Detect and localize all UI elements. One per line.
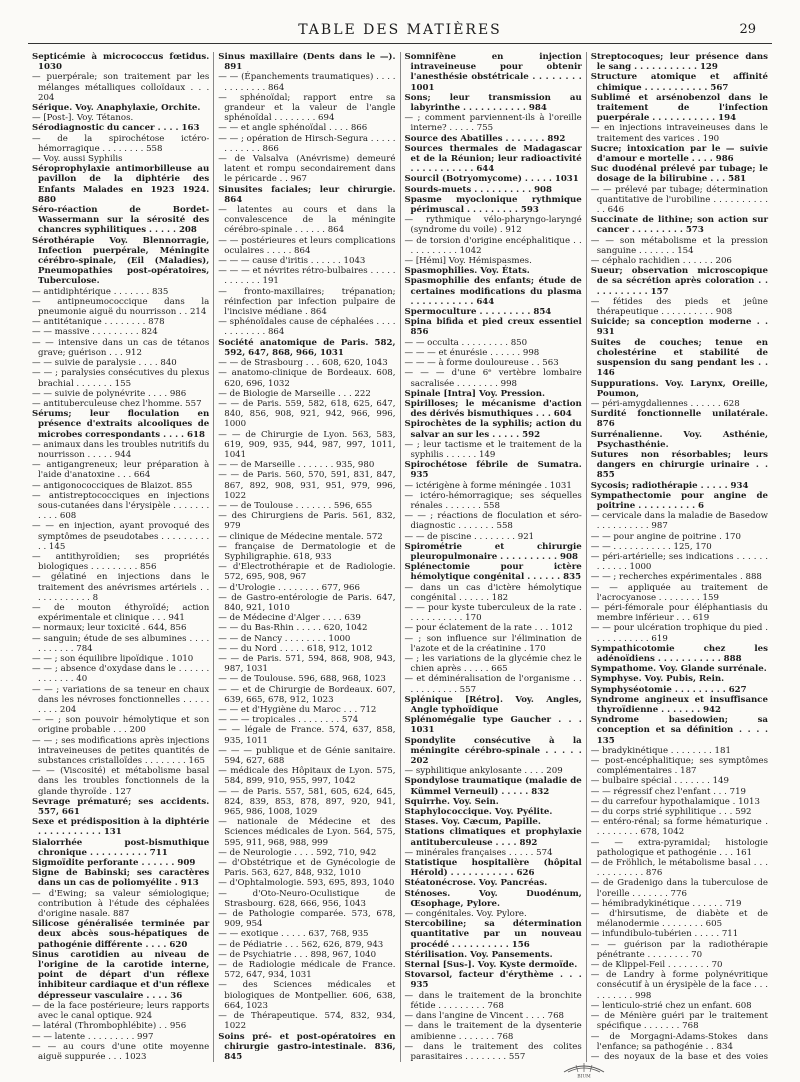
index-entry: — bulbaire spécial . . . . . . . 149 [590, 776, 729, 787]
index-columns [28, 52, 772, 1062]
index-entry: Statistique hospitalière (hôpital Hérold) . . . . . . . . . . . 626 [404, 858, 582, 879]
index-entry: — post-encéphalitique; ses symptômes complémentaires . 187 [590, 756, 768, 777]
index-column-3 [401, 52, 587, 1062]
index-entry: Sources thermales de Madagascar et de la Réunion; leur radioactivité . . . . . . . . . . . 644 [404, 143, 582, 175]
index-entry: Syndrome angineux et insuffisance thyroïdienne . . . . . . . 942 [590, 694, 768, 715]
index-entry: — lenticulo-strié chez un enfant. 608 [590, 1000, 752, 1011]
index-entry: — de Landry à forme polynévritique consécutif à un érysipèle de la face . . . . . . . . . . 998 [590, 970, 768, 1001]
index-entry: — — ; ses modifications après injections intraveineuses de petites quantités de substances cristalloïdes . . . . . . . . 165 [32, 735, 210, 767]
index-entry: — — de Toulouse. 596, 688, 968, 1023 [218, 674, 386, 685]
index-entry: — de Gastro-entérologie de Paris. 647, 840, 921, 1010 [218, 592, 396, 613]
index-entry: — d'hirsutisme, de diabète et de mélanodermie . . . . . . . . 605 [590, 909, 768, 930]
index-entry: — animaux dans les troubles nutritifs du nourrisson . . . . . 944 [32, 439, 210, 460]
header-rule [28, 43, 772, 44]
index-entry: — — et d'Hygiène du Maroc . . . 712 [218, 705, 377, 715]
index-entry: Spasme myoclonique rythmique périmuscal . . . . . . . . . 593 [404, 194, 582, 216]
index-entry: — antigangreneux; leur préparation à l'aide d'anatoxine . . . 664 [32, 460, 210, 481]
index-entry: Suicide; sa conception moderne . . 931 [590, 317, 768, 338]
index-entry: Spirilloses; le mécanisme d'action des dérivés bismuthiques . . . 604 [404, 398, 582, 420]
index-entry: — d'Ophtalmologie. 593, 695, 893, 1040 [218, 878, 395, 889]
index-entry: Sténoses. Voy. Duodénum, Œsophage, Pylore. [404, 888, 582, 909]
index-entry: — anatomo-clinique de Bordeaux. 608, 620, 696, 1032 [218, 368, 396, 389]
index-entry: — antidiphtérique . . . . . . . 835 [32, 286, 169, 297]
index-entry: — péri-artérielle; ses indications . . . . . . . . . . . . 1000 [590, 551, 768, 573]
index-entry: Staphylococcique. Voy. Pyélite. [404, 807, 553, 818]
index-entry: Spirochétose fébrile de Sumatra. 935 [404, 460, 582, 481]
index-entry: — de Morgagni-Adams-Stokes dans l'enfance; sa pathogénie . . 834 [590, 1031, 768, 1052]
index-entry: Sutures non résorbables; leurs dangers en chirurgie urinaire . . 855 [590, 449, 768, 481]
ornament-label: BIUM [577, 1074, 591, 1078]
index-entry: — latentes au cours et dans la convalescence de la méningite cérébro-spinale . . . . . . 864 [218, 205, 396, 236]
index-entry: Septicémie à micrococcus fœtidus. 1030 [32, 52, 210, 73]
index-entry: — — massive . . . . . . . . . 824 [32, 327, 158, 338]
index-entry: — de Gradenigo dans la tuberculose de l'oreille . . . . . . . 776 [590, 878, 768, 899]
index-entry: Streptocoques; leur présence dans le sang . . . . . . . . . . . 129 [590, 52, 768, 73]
index-entry: — — ; opération de Hirsch-Segura . . . . . . . . . . . . 866 [218, 133, 396, 154]
index-entry: — — de Chirurgie de Lyon. 563, 583, 619, 909, 935, 944, 987, 997, 1011, 1041 [218, 429, 396, 460]
index-entry: — — de Paris. 571, 594, 868, 908, 943, 987, 1031 [218, 653, 396, 675]
index-entry: Suc duodénal prélevé par tubage; le dosage de la bilirubine . . . 581 [590, 164, 768, 185]
index-entry: — antipneumococcique dans la pneumonie aiguë du nourrisson . . 214 [32, 296, 210, 318]
index-entry: — dans l'angine de Vincent . . . . 768 [404, 1011, 565, 1022]
index-entry: Sinus maxillaire (Dents dans le —). 891 [218, 52, 396, 73]
index-entry: Sérums; leur floculation en présence d'extraits alcooliques de microbes correspondants . . . . 618 [32, 409, 210, 440]
index-entry: — médicale des Hôpitaux de Lyon. 575, 584, 899, 910, 955, 997, 1042 [218, 766, 396, 787]
index-entry: Suppurations. Voy. Larynx, Oreille, Poumon, [590, 378, 768, 399]
index-entry: Spirométrie et chirurgie pleuropulmonaire . . . . . . . . . . 908 [404, 541, 582, 562]
index-entry: — d'Obstétrique et de Gynécologie de Paris. 563, 627, 848, 932, 1010 [218, 858, 396, 879]
index-entry: — — du Nord . . . . . 618, 912, 1012 [218, 643, 373, 654]
index-entry: — — pour kyste tuberculeux de la rate . . . . . . . . . . . 170 [404, 602, 582, 624]
index-entry: — d'Electrothérapie et de Radiologie. 572, 695, 908, 967 [218, 562, 396, 583]
index-entry: — — de Paris. 560, 570, 591, 831, 847, 867, 892, 908, 931, 951, 979, 996, 1022 [218, 470, 396, 501]
index-entry: — — ; réactions de floculation et séro-diagnostic . . . . . . . 558 [404, 511, 582, 532]
index-entry: Sublimé et arsénobenzol dans le traitement de l'infection puerpérale . . . . . . . . . . . 194 [590, 92, 768, 124]
index-entry: — — légale de France. 574, 637, 858, 935, 1011 [218, 725, 396, 746]
index-entry: — fronto-maxillaires; trépanation; réinfection par infection pulpaire de l'incisive médiane . 864 [218, 286, 396, 318]
page-title: TABLE DES MATIÈRES [298, 22, 502, 38]
index-entry: — — occulta . . . . . . . . . 850 [404, 337, 528, 348]
index-entry: — — exotique . . . . . 637, 768, 935 [218, 929, 369, 940]
index-entry: — — et angle sphénoïdal . . . . 866 [218, 123, 368, 134]
index-entry: — ; son influence sur l'élimination de l'azote et de la créatinine . 170 [404, 633, 582, 654]
index-entry: Somnifène en injection intraveineuse pour obtenir l'anesthésie obstétricale . . . . . . . . 1001 [404, 52, 582, 93]
index-entry: Spirochètes de la syphilis; action du salvar an sur les . . . . . 592 [404, 419, 582, 440]
index-entry: — Voy. aussi Syphilis [32, 154, 123, 165]
index-entry: — cervicale dans la maladie de Basedow . . . . . . . . . . 987 [590, 511, 768, 532]
index-entry: Sérodiagnostic du cancer . . . . 163 [32, 123, 200, 134]
index-entry: — [Hémi] Voy. Hémispasmes. [404, 256, 532, 267]
index-entry: — — appliquée au traitement de l'acrocyanose . . . . . . . . 159 [590, 582, 768, 603]
index-entry: — — — à forme douloureuse . . 563 [404, 358, 559, 369]
index-entry: — d'Oto-Neuro-Oculistique de Strasbourg. 628, 666, 956, 1043 [218, 888, 396, 909]
index-entry: — de Valsalva (Anévrisme) demeuré latent et rompu secondairement dans le péricarde . . 967 [218, 154, 396, 185]
index-entry: — de torsion d'origine encéphalitique . . . . . . . . . . . 1042 [404, 235, 582, 256]
index-column-2 [214, 52, 400, 1062]
index-entry: — péri-amygdaliennes . . . . . . 628 [590, 398, 740, 409]
index-entry: Spasmophilies. Voy. États. [404, 266, 530, 277]
index-entry: — syphilitique ankylosante . . . . 209 [404, 766, 563, 777]
index-entry: — — de Toulouse . . . . . . . 596, 655 [218, 500, 373, 511]
index-entry: Sialorrhée post-bismuthique chronique . . . . . . . . . . 711 [32, 837, 210, 858]
index-entry: — — ; son pouvoir hémolytique et son origine probable . . . 200 [32, 715, 210, 736]
index-entry: Silicose généralisée terminée par deux abcès sous-hépatiques de pathogénie différente . . . . 620 [32, 919, 210, 950]
index-entry: Source des Abatilles . . . . . . . 892 [404, 133, 566, 144]
index-entry: — ictérigène à forme méningée . 1031 [404, 480, 572, 491]
index-entry: Spasmophilie des enfants; étude de certaines modifications du plasma . . . . . . . . . . . 644 [404, 276, 582, 307]
index-entry: — de Pédiatrie . . . 562, 626, 879, 943 [218, 939, 384, 950]
index-entry: — ; leur tactisme et le traitement de la syphilis . . . . . . 149 [404, 439, 582, 460]
index-entry: — — ; son équilibre lipoïdique . 1010 [32, 653, 194, 664]
index-entry: — des Chirurgiens de Paris. 561, 832, 979 [218, 511, 396, 532]
index-entry: — — latente . . . . . . . . . 997 [32, 1031, 154, 1042]
index-entry: — fétides des pieds et jeûne thérapeutique . . . . . . . . . . 908 [590, 296, 768, 318]
index-entry: Signe de Babinski; ses caractères dans un cas de poliomyélite . 913 [32, 868, 210, 889]
index-entry: — — au cours d'une otite moyenne aiguë suppurée . . . 1023 [32, 1041, 210, 1062]
index-entry: Splénique [Rétro]. Voy. Angles, Angle typhoïdique [404, 694, 582, 715]
index-entry: — — du Bas-Rhin . . . . . 620, 1042 [218, 623, 368, 634]
index-entry: — dans le traitement de la dysenterie amibienne . . . . . . . 768 [404, 1021, 582, 1042]
index-entry: — de la spirochétose ictéro-hémorragique . . . . . . . . 558 [32, 133, 210, 154]
index-entry: — française de Dermatologie et de Syphiligraphie. 618, 933 [218, 541, 396, 562]
index-entry: — — suivie de paralysie . . . . 840 [32, 358, 177, 369]
index-entry: — bradykinétique . . . . . . . . 181 [590, 745, 731, 756]
index-entry: Sinusites faciales; leur chirurgie. 864 [218, 184, 396, 205]
index-entry: — — — tropicales . . . . . . . . 574 [218, 715, 359, 726]
index-entry: — des Sciences médicales et biologiques de Montpellier. 606, 638, 664, 1023 [218, 980, 396, 1011]
index-entry: — — en injection, ayant provoqué des symptômes de pseudotabes . . . . . . . . . . . 145 [32, 521, 210, 552]
index-entry: — puerpérale; son traitement par les mélanges métalliques colloïdaux . . . 204 [32, 72, 210, 103]
index-entry: — antithyroïdien; ses propriétés biologiques . . . . . . . . . 856 [32, 551, 210, 573]
index-entry: — — . . . . . . . . . . . 125, 170 [590, 541, 712, 552]
index-entry: — du carrefour hypothalamique . 1013 [590, 796, 760, 807]
index-entry: — des noyaux de la base et des voies [590, 1051, 768, 1062]
index-entry: — — de Strasbourg . . . 608, 620, 1043 [218, 358, 388, 369]
index-entry: — antituberculeuse chez l'homme. 557 [32, 398, 202, 409]
index-entry: — — ; variations de sa teneur en chaux dans les névroses fonctionnelles . . . . . . . . . 204 [32, 684, 210, 715]
index-entry: — de Klippel-Feil . . . . . . . . 70 [590, 960, 723, 971]
index-entry: — — — d'une 6ᵉ vertèbre lombaire sacralisée . . . . . . . . 998 [404, 368, 582, 389]
index-entry: — entéro-rénal; sa forme hématurique . . . . . . . . . 678, 1042 [590, 817, 768, 838]
index-entry: Séro-réaction de Bordet-Wassermann sur la sérosité des chancres syphilitiques . . . . . 208 [32, 205, 210, 236]
index-entry: Spina bifida et pied creux essentiel 856 [404, 317, 582, 338]
index-entry: — — — cause d'iritis . . . . . . 1043 [218, 256, 366, 267]
index-entry: — et déminéralisation de l'organisme . . . . . . . . . . . 557 [404, 674, 582, 695]
index-entry: — de la face postérieure; leurs rapports avec le canal optique. 924 [32, 1000, 210, 1022]
index-entry: — — de Paris. 559, 582, 618, 625, 647, 840, 856, 908, 921, 942, 966, 996, 1000 [218, 398, 396, 430]
index-entry: Succinate de lithine; son action sur cancer . . . . . . . . . 573 [590, 215, 768, 236]
index-entry: Sons; leur transmission au labyrinthe . . . . . . . . . . . 984 [404, 92, 582, 114]
index-entry: Stéatonécrose. Voy. Pancréas. [404, 878, 548, 889]
index-entry: — [Post-]. Voy. Tétanos. [32, 113, 134, 124]
index-entry: — — et de Chirurgie de Bordeaux. 607, 639, 665, 678, 912, 1023 [218, 684, 396, 705]
index-entry: — — intensive dans un cas de tétanos grave; guérison . . . 912 [32, 337, 210, 358]
index-entry: — ictéro-hémorragique; ses séquelles rénales . . . . . . . 558 [404, 490, 582, 511]
index-entry: — infundibulo-tubérien . . . . . 711 [590, 929, 739, 940]
index-entry: Spinale [Intra] Voy. Pression. [404, 388, 545, 399]
index-entry: — congénitales. Voy. Pylore. [404, 909, 527, 920]
index-entry: — de Médecine d'Alger . . . . 639 [218, 613, 361, 624]
index-entry: — céphalo rachidien . . . . . . 206 [590, 256, 732, 267]
index-entry: Sinus carotidien au niveau de l'origine de la carotide interne, point de départ d'un réflexe inhibiteur cardiaque et d'un réflexe dépresseur vasculaire . . . . 36 [32, 949, 210, 1001]
index-entry: Stases. Voy. Cæcum, Papille. [404, 817, 541, 828]
index-entry: Syndrome basedowien; sa conception et sa définition . . . . 135 [590, 715, 768, 746]
index-entry: — ; comment parviennent-ils à l'oreille interne? . . . . . 755 [404, 113, 582, 134]
index-entry: — d'Ewing; sa valeur sémiologique; contribution à l'étude des céphalées d'origine nasale. 887 [32, 888, 210, 920]
index-entry: — — (Épanchements traumatiques) . . . . . . . . . . . . 864 [218, 72, 396, 93]
index-entry: — rythmique vélo-pharyngo-laryngé (syndrome du voile) . 912 [404, 215, 582, 236]
index-entry: — — son métabolisme et la pression sanguine . . . . . . . 154 [590, 235, 768, 256]
index-entry: — dans un cas d'ictère hémolytique congénital . . . . . . 182 [404, 582, 582, 603]
index-entry: — gélatiné en injections dans le traitement des anévrismes artériels . . . . . . . . . . . . 8 [32, 572, 210, 603]
index-entry: — — pour angine de poitrine . 170 [590, 531, 741, 542]
index-entry: — minérales françaises . . . . . 574 [404, 847, 553, 858]
index-entry: — normaux; leur toxicité . 644, 856 [32, 623, 187, 634]
index-entry: — dans le traitement de la bronchite fétide . . . . . . . . . 768 [404, 990, 582, 1011]
index-entry: — — de piscine . . . . . . . . 921 [404, 531, 535, 542]
index-entry: — — de Nancy . . . . . . . . 1000 [218, 633, 351, 644]
index-entry: — de Fröhlich, le métabolisme basal . . . . . . . . . . . . 876 [590, 858, 768, 879]
index-entry: — — guérison par la radiothérapie pénétrante . . . . . . . . 70 [590, 939, 768, 960]
index-entry: Squirrhe. Voy. Sein. [404, 796, 499, 807]
index-entry: — antitétanique . . . . . . . . 878 [32, 317, 165, 328]
index-entry: Sympathectomie pour angine de poitrine . . . . . . . . . . 6 [590, 490, 768, 511]
index-entry: Sigmoïdite perforante . . . . . . 909 [32, 858, 196, 869]
index-entry: — de Pathologie comparée. 573, 678, 909, 954 [218, 909, 396, 930]
index-entry: — péri-fémorale pour éléphantiasis du membre inférieur . . . 619 [590, 602, 768, 624]
index-entry: — — régressif chez l'enfant . . . 719 [590, 786, 747, 797]
index-entry: — antigonococciques de Blaizot. 855 [32, 480, 193, 491]
index-entry: — — suivie de polynévrite . . . . 986 [32, 388, 187, 399]
index-entry: — nationale de Médecine et des Sciences médicales de Lyon. 564, 575, 595, 911, 968, 988, 999 [218, 817, 396, 848]
printer-ornament-logo [560, 1058, 608, 1078]
index-entry: Séroprophylaxie antimorbilleuse au pavillon de la diphtérie des Enfants Malades en 1923 1924. 880 [32, 164, 210, 205]
index-entry: — — — et énurésie . . . . . . 998 [404, 347, 540, 358]
index-entry: Splénectomie pour ictère hémolytique congénital . . . . . . 835 [404, 562, 582, 583]
index-entry: Sternal [Sus-]. Voy. Kyste dermoïde. [404, 960, 578, 971]
index-entry: — — de Paris. 557, 581, 605, 624, 645, 824, 839, 853, 878, 897, 920, 941, 965, 986, 1008, 1029 [218, 786, 396, 818]
index-entry: Sucre; intoxication par le — suivie d'amour e mortelle . . . . 986 [590, 143, 768, 165]
index-entry: — — (Viscosité) et métabolisme basal dans les troubles fonctionnels de la glande thyroïde . 127 [32, 766, 210, 797]
page-number: 29 [739, 22, 756, 37]
index-entry: — — — et névrites rétro-bulbaires . . . . . . . . . . . . 191 [218, 266, 396, 287]
index-entry: — — ; paralysies consécutives du plexus brachial . . . . . . . 155 [32, 368, 210, 389]
index-entry: Suites de couches; tenue en cholestérine et stabilité de suspension du sang pendant les . . 146 [590, 337, 768, 379]
index-entry: Société anatomique de Paris. 582, 592, 647, 868, 966, 1031 [218, 337, 396, 358]
index-entry: — dans le traitement des colites parasitaires . . . . . . . . 557 [404, 1041, 582, 1062]
index-entry: — de Biologie de Marseille . . . 222 [218, 388, 371, 399]
index-entry: Spermoculture . . . . . . . . . 854 [404, 307, 552, 318]
index-entry: Sevrage prématuré; ses accidents. 557, 661 [32, 796, 210, 818]
index-entry: — de Ménière guéri par le traitement spécifique . . . . . . . 768 [590, 1011, 768, 1032]
index-entry: — pour éclatement de la rate . . . 1012 [404, 623, 573, 634]
index-entry: — de mouton éthyroïdé; action expérimentale et clinique . . . 941 [32, 602, 210, 624]
index-entry: — — — publique et de Génie sanitaire. 594, 627, 688 [218, 745, 396, 767]
index-entry: — de Radiologie médicale de France. 572, 647, 934, 1031 [218, 960, 396, 981]
index-entry: — — de Marseille . . . . . . . 935, 980 [218, 460, 375, 471]
index-entry: Sérique. Voy. Anaphylaxie, Orchite. [32, 103, 201, 114]
index-entry: Stovarsol, facteur d'érythème . . . 935 [404, 970, 582, 991]
index-entry: Stercobiline; sa détermination quantitative par un nouveau procédé . . . . . . . . . . 156 [404, 919, 582, 950]
index-entry: — ; les variations de la glycémie chez le chien après . . . . . 665 [404, 653, 582, 675]
index-entry: — — pour ulcération trophique du pied . . . . . . . . . . . 619 [590, 623, 768, 644]
index-entry: — — postérieures et leurs complications oculaires . . . . . 864 [218, 235, 396, 256]
page-header [0, 0, 800, 46]
index-entry: Sourcil (Botryomycome) . . . . . 1031 [404, 174, 579, 185]
index-entry: — clinique de Médecine mentale. 572 [218, 531, 383, 542]
index-column-1 [28, 52, 214, 1062]
index-entry: Soins pré- et post-opératoires en chirurgie gastro-intestinale. 836, 845 [218, 1031, 396, 1062]
index-entry: Symphyse. Voy. Pubis, Rein. [590, 674, 725, 685]
index-entry: Sourds-muets . . . . . . . . . . 908 [404, 184, 553, 195]
index-entry: — antistreptococciques en injections sous-cutanées dans l'érysipèle . . . . . . . . . . . 608 [32, 490, 210, 522]
index-entry: — — prélevé par tubage; détermination quantitative de l'urobiline . . . . . . . . . . . . 646 [590, 184, 768, 216]
index-entry: — latéral (Thrombophlébite) . . 956 [32, 1021, 187, 1032]
index-entry: Stations climatiques et prophylaxie antituberculeuse . . . . 892 [404, 827, 582, 848]
index-entry: Sexe et prédisposition à la diphtérie . . . . . . . . . . . 131 [32, 817, 210, 838]
index-entry: Surrénalienne. Voy. Asthénie, Psychasthénie. [590, 429, 768, 450]
index-entry: Sympathicotomie chez les adénoïdiens . . . . . . . . . . . 888 [590, 643, 768, 664]
index-entry: — de Psychiatrie . . . 898, 967, 1040 [218, 949, 377, 960]
index-entry: — hémibradykinétique . . . . . . 719 [590, 898, 742, 909]
index-entry: — sphénoïdales cause de céphalées . . . . . . . . . . . . 864 [218, 317, 396, 338]
index-entry: Sympathome. Voy. Glande surrénale. [590, 664, 767, 675]
index-entry: — sphénoïdal; rapport entre sa grandeur et la valeur de l'angle sphénoïdal . . . . . . . . 694 [218, 92, 396, 124]
index-entry: Stérilisation. Voy. Pansements. [404, 949, 553, 960]
index-entry: Spondylose traumatique (maladie de Kümmel Verneuil) . . . . . 832 [404, 776, 582, 797]
index-entry: Symphyséotomie . . . . . . . . . 627 [590, 684, 747, 695]
index-entry: — en injections intraveineuses dans le traitement des varices . 190 [590, 123, 768, 144]
index-entry: Spondylite consécutive à la méningite cérébro-spinale . . . . . 202 [404, 735, 582, 767]
index-entry: Surdité fonctionnelle unilatérale. 876 [590, 409, 768, 430]
index-entry: — — extra-pyramidal; histologie pathologique et pathogénie . . . 161 [590, 837, 768, 858]
index-entry: — sanguin; étude de ses albumines . . . . . . . . . . . 784 [32, 633, 210, 654]
index-entry: Structure atomique et affinité chimique . . . . . . . . . . . 567 [590, 72, 768, 93]
index-entry: — du corps strié syphilitique . . . 592 [590, 807, 752, 818]
index-entry: Sueur; observation microscopique de sa sécrétion après coloration . . . . . . . . . . . 157 [590, 266, 768, 297]
index-entry: Sycosis; radiothérapie . . . . . 934 [590, 480, 749, 491]
index-entry: — d'Urologie . . . . . . . . 677, 966 [218, 582, 360, 593]
index-column-4 [587, 52, 772, 1062]
index-entry: Splénomégalie type Gaucher . . . 1031 [404, 715, 582, 736]
index-entry: — — ; absence d'oxydase dans le . . . . . . . . . . . . . 40 [32, 664, 210, 685]
index-entry: — — ; recherches expérimentales . 888 [590, 572, 762, 583]
index-entry: — de Neurologie . . . . 592, 710, 942 [218, 847, 377, 858]
index-entry: Sérothérapie Voy. Blennorragie, Infection puerpérale, Méningite cérébro-spinale, (Eil (Maladies), Pneumopathies post-opératoires, Tuberculose. [32, 235, 210, 287]
index-entry: — de Thérapeutique. 574, 832, 934, 1022 [218, 1011, 396, 1032]
